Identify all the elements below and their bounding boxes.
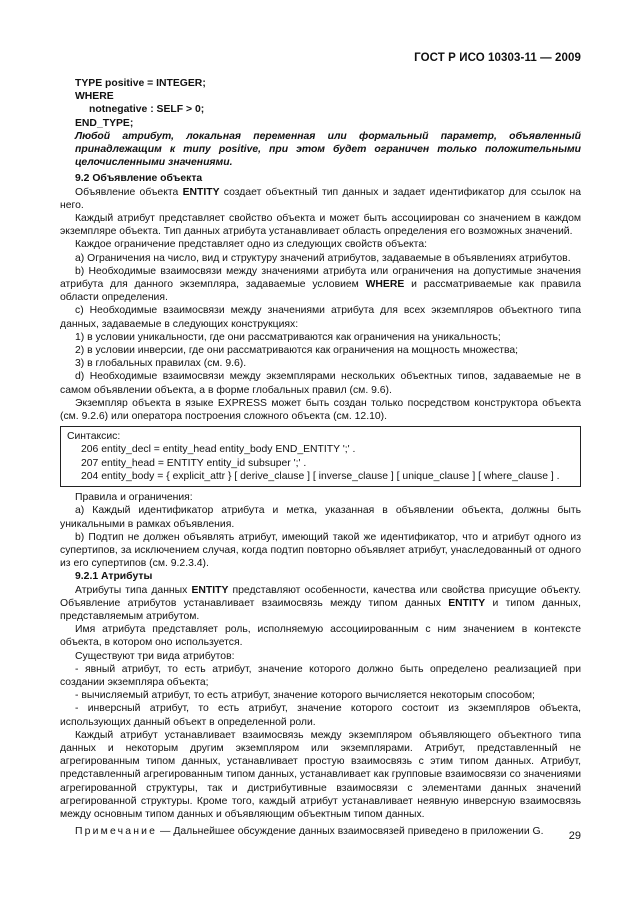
syntax-rule: 206 entity_decl = entity_head entity_body END_ENTITY ';' . <box>81 444 356 456</box>
paragraph: Существуют три вида атрибутов: <box>75 650 235 662</box>
paragraph: Каждый атрибут устанавливает взаимосвязь между экземпляром объявляющего объектного типа данных и некоторым другим экземпляром или экземплярами. Атрибут, представленный не агрегированным типом данных, устанавливает простую взаимосвязь с этим типом данных. Атрибут, представленный агрегированным типом данных, устанавливает как групповые взаимосвязи со значениями агрегированной структуры, так и дистрибутивные взаимосвязи с элементами данных значений агрегированной структуры. Кроме того, каждый атрибут устанавливает неявную инверсную взаимосвязь между основным типом данных и объявляющим объектным типом данных. <box>60 729 581 820</box>
paragraph: Атрибуты типа данных ENTITY представляют особенности, качества или свойства присущие объекту. Объявление атрибутов устанавливает взаимосвязь между типом данных ENTITY и типом данных, представляемым атрибутом. <box>60 584 581 622</box>
rules-title: Правила и ограничения: <box>75 492 193 504</box>
code-line: END_TYPE; <box>75 117 134 129</box>
list-item: - явный атрибут, то есть атрибут, значение которого должно быть определено реализацией при создании экземпляра объекта; <box>60 663 581 688</box>
keyword-entity: ENTITY <box>448 597 486 609</box>
list-item: b) Необходимые взаимосвязи между значениями атрибута или ограничения на допустимые значения атрибута для данного экземпляра, задаваемые условием WHERE и рассматриваемые как правила области определения. <box>60 265 581 304</box>
syntax-rule: 207 entity_head = ENTITY entity_id subsuper ';' . <box>81 457 307 469</box>
list-item: a) Ограничения на число, вид и структуру значений атрибутов, задаваемые в объявлениях атрибутов. <box>75 252 571 264</box>
paragraph: Объявление объекта ENTITY создает объектный тип данных и задает идентификатор для ссылок на него. <box>60 186 581 211</box>
paragraph: Каждый атрибут представляет свойство объекта и может быть ассоциирован со значением в каждом экземпляре объекта. Тип данных атрибута устанавливает область определения его возможных значений. <box>60 213 581 238</box>
list-item: 2) в условии инверсии, где они рассматриваются как ограничения на мощность множества; <box>75 345 519 357</box>
code-line: WHERE <box>75 91 114 103</box>
keyword-entity: ENTITY <box>182 186 220 198</box>
note-text: — Дальнейшее обсуждение данных взаимосвязей приведено в приложении G. <box>157 826 544 838</box>
code-example <box>60 77 581 130</box>
list-item: - инверсный атрибут, то есть атрибут, значение которого состоит из экземпляров объекта, использующих данный объект в определенной роли. <box>60 703 581 728</box>
note <box>60 825 581 838</box>
code-line: TYPE positive = INTEGER; <box>75 78 206 89</box>
rule-item: b) Подтип не должен объявлять атрибут, имеющий такой же идентификатор, что и атрибут одного из супертипов, за исключением случая, когда подтип повторно объявляет атрибут, унаследованный от одного из его супертипов (см. 9.2.3.4). <box>60 531 581 570</box>
rule-item: a) Каждый идентификатор атрибута и метка, указанная в объявлении объекта, должны быть уникальными в рамках объявления. <box>60 505 581 530</box>
keyword-entity: ENTITY <box>191 584 229 596</box>
paragraph: Имя атрибута представляет роль, исполняемую ассоциированным с ним значением в контексте объекта, в котором оно используется. <box>60 624 581 649</box>
section-title-9-2-1: 9.2.1 Атрибуты <box>75 571 153 583</box>
page-number: 29 <box>568 830 581 842</box>
page-content <box>60 77 581 838</box>
keyword-where: WHERE <box>365 279 405 291</box>
page-header: ГОСТ Р ИСО 10303-11 — 2009 <box>414 52 581 64</box>
syntax-box <box>60 426 581 487</box>
note-label: Примечание <box>75 826 158 838</box>
code-note: Любой атрибут, локальная переменная или формальный параметр, объявленный принадлежащим к типу positive, при этом будет ограничен только положительными целочисленными значениями. <box>75 130 581 169</box>
list-item: d) Необходимые взаимосвязи между экземплярами нескольких объектных типов, задаваемые не в самом объявлении объекта, а в форме глобальных правил (см. 9.6). <box>60 371 581 396</box>
list-item: 1) в условии уникальности, где они рассматриваются как ограничения на уникальность; <box>75 331 501 343</box>
list-item: - вычисляемый атрибут, то есть атрибут, значение которого вычисляется некоторым способом; <box>75 690 535 702</box>
syntax-rule: 204 entity_body = { explicit_attr } [ derive_clause ] [ inverse_clause ] [ unique_clause ] [ where_clause ] . <box>81 470 560 482</box>
list-item: 3) в глобальных правилах (см. 9.6). <box>75 358 247 370</box>
paragraph: Каждое ограничение представляет одно из следующих свойств объекта: <box>75 239 427 251</box>
code-line: notnegative : SELF > 0; <box>89 104 205 116</box>
list-item: c) Необходимые взаимосвязи между значениями атрибута для всех экземпляров объектного типа данных, задаваемые в следующих конструкциях: <box>60 305 581 330</box>
section-title-9-2: 9.2 Объявление объекта <box>75 173 203 185</box>
paragraph: Экземпляр объекта в языке EXPRESS может быть создан только посредством конструктора объекта (см. 9.2.6) или оператора построения сложного объекта (см. 12.10). <box>60 397 581 423</box>
syntax-label: Синтаксис: <box>67 431 121 443</box>
